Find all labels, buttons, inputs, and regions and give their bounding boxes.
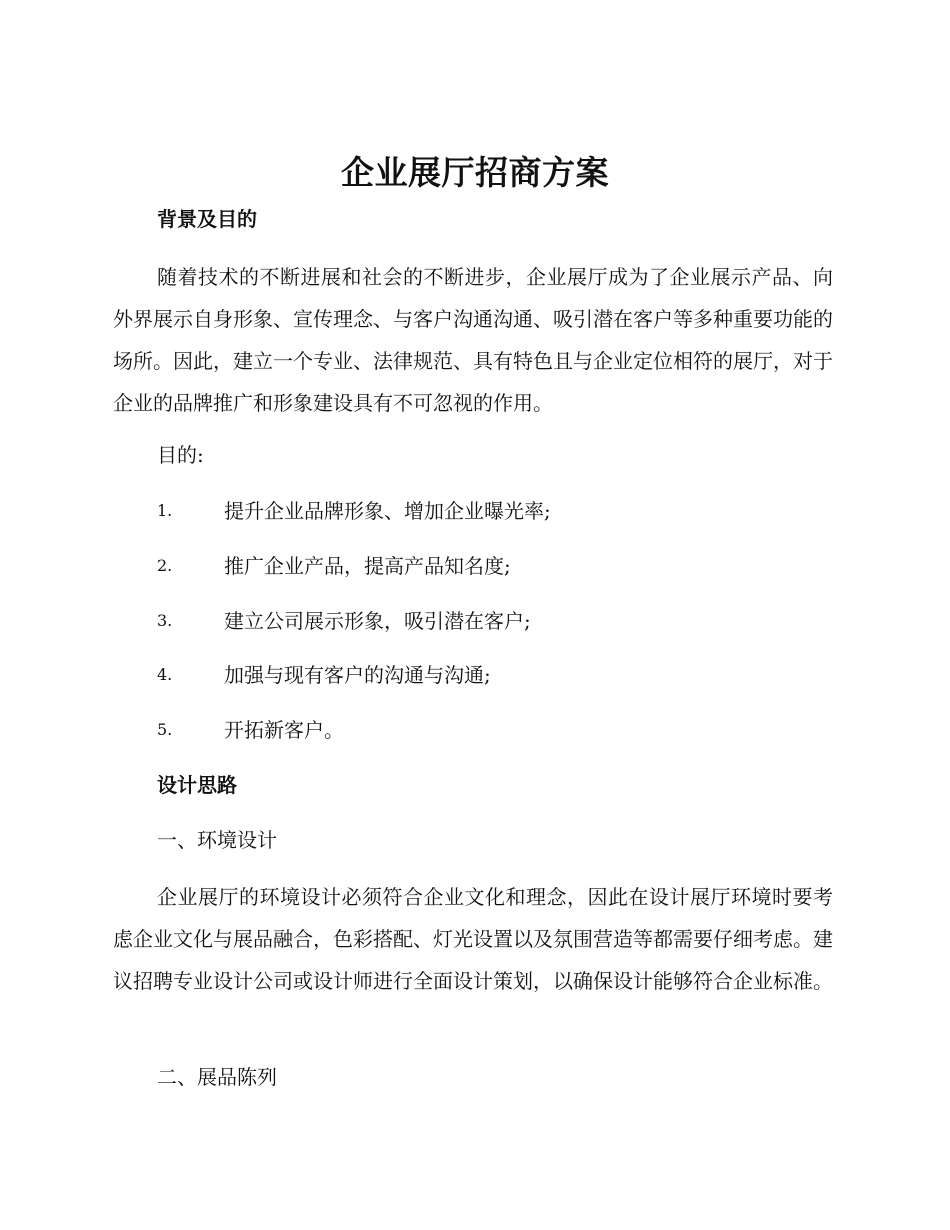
- document-title: 企业展厅招商方案: [341, 153, 609, 192]
- list-item-text: 建立公司展示形象，吸引潜在客户;: [224, 609, 531, 633]
- list-item-number: 1.: [157, 501, 173, 520]
- section-heading-design: 设计思路: [157, 773, 237, 797]
- goals-label: 目的:: [157, 443, 204, 467]
- section-heading-background: 背景及目的: [157, 207, 257, 231]
- background-paragraph: 随着技术的不断进展和社会的不断进步，企业展厅成为了企业展示产品、向外界展示自身形象、宣传理念、与客户沟通沟通、吸引潜在客户等多种重要功能的场所。因此，建立一个专业、法律规范、具有特色且与企业定位相符的展厅，对于企业的品牌推广和形象建设具有不可忽视的作用。: [113, 265, 833, 415]
- subsection-heading-exhibits: 二、展品陈列: [157, 1065, 277, 1089]
- environment-paragraph: 企业展厅的环境设计必须符合企业文化和理念，因此在设计展厅环境时要考虑企业文化与展品融合，色彩搭配、灯光设置以及氛围营造等都需要仔细考虑。建议招聘专业设计公司或设计师进行全面设计策划，以确保设计能够符合企业标准。: [113, 885, 833, 993]
- list-item-number: 3.: [157, 611, 173, 630]
- list-item-text: 推广企业产品，提高产品知名度;: [224, 554, 511, 578]
- list-item-text: 开拓新客户。: [224, 718, 344, 742]
- list-item-number: 5.: [157, 720, 173, 739]
- subsection-heading-environment: 一、环境设计: [157, 828, 277, 852]
- list-item-number: 4.: [157, 665, 173, 684]
- list-item-text: 加强与现有客户的沟通与沟通;: [224, 663, 491, 687]
- list-item-text: 提升企业品牌形象、增加企业曝光率;: [224, 499, 551, 523]
- list-item-number: 2.: [157, 556, 173, 575]
